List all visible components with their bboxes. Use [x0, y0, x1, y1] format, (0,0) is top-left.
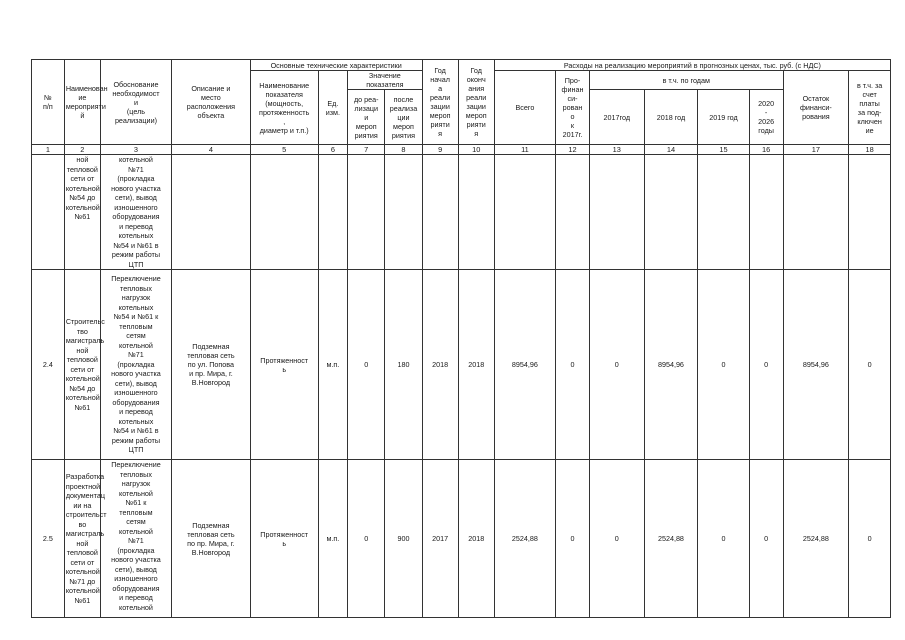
cell-2019: 0	[698, 460, 749, 618]
header-total: Всего	[494, 71, 555, 145]
cell-2020-2026: 0	[749, 460, 783, 618]
header-2019: 2019 год	[698, 90, 749, 145]
cell-2019	[698, 155, 749, 270]
column-number: 4	[172, 145, 251, 155]
column-number: 2	[64, 145, 100, 155]
table-row	[32, 460, 891, 618]
cell-indicator: Протяженност ь	[250, 270, 318, 460]
cell-year-end: 2018	[458, 270, 494, 460]
cell-name: ной тепловой сети от котельной №54 до котельной №61	[64, 155, 100, 270]
cell-after	[385, 155, 422, 270]
cell-fee	[849, 155, 891, 270]
cell-reason: котельной №71 (прокладка нового участка сети), вывод изношенного оборудования и перевод котельных №54 и №61 в режим работы ЦТП	[100, 155, 171, 270]
cell-total	[494, 155, 555, 270]
column-number: 16	[749, 145, 783, 155]
column-number: 3	[100, 145, 171, 155]
table-body	[32, 155, 891, 618]
cell-no	[32, 155, 65, 270]
column-number: 1	[32, 145, 65, 155]
cell-prefinanced: 0	[556, 460, 590, 618]
column-number: 9	[422, 145, 458, 155]
cell-after: 180	[385, 270, 422, 460]
column-number: 13	[589, 145, 644, 155]
header-group-costs: Расходы на реализацию мероприятий в прогнозных ценах, тыс. руб. (с НДС)	[494, 60, 890, 71]
header-unit: Ед. изм.	[318, 71, 348, 145]
investment-table	[31, 59, 891, 618]
column-number: 10	[458, 145, 494, 155]
header-fee: в т.ч. за счет платы за под- ключен ие	[849, 71, 891, 145]
header-after: после реализа ции мероп риятия	[385, 90, 422, 145]
header-remainder: Остаток финанси- рования	[783, 71, 849, 145]
cell-fee: 0	[849, 270, 891, 460]
cell-no: 2.4	[32, 270, 65, 460]
cell-remainder	[783, 155, 849, 270]
cell-unit	[318, 155, 348, 270]
cell-after: 900	[385, 460, 422, 618]
cell-description	[172, 155, 251, 270]
header-year-start: Год начал а реали зации мероп рияти я	[422, 60, 458, 145]
cell-2017	[589, 155, 644, 270]
header-group-value: Значение показателя	[348, 71, 422, 90]
cell-unit: м.п.	[318, 460, 348, 618]
header-2018: 2018 год	[644, 90, 698, 145]
cell-prefinanced	[556, 155, 590, 270]
header-group-years: в т.ч. по годам	[589, 71, 783, 90]
column-number-row	[32, 145, 891, 155]
cell-fee: 0	[849, 460, 891, 618]
cell-indicator: Протяженност ь	[250, 460, 318, 618]
header-year-end: Год оконч ания реали зации мероп рияти я	[458, 60, 494, 145]
cell-remainder: 8954,96	[783, 270, 849, 460]
cell-year-end	[458, 155, 494, 270]
column-number: 17	[783, 145, 849, 155]
cell-2019: 0	[698, 270, 749, 460]
cell-2020-2026: 0	[749, 270, 783, 460]
cell-description: Подземная тепловая сеть по пр. Мира, г. В.Новгород	[172, 460, 251, 618]
cell-2018: 8954,96	[644, 270, 698, 460]
header-description: Описание и место расположения объекта	[172, 60, 251, 145]
header-name: Наименован ие мероприяти й	[64, 60, 100, 145]
cell-2017: 0	[589, 460, 644, 618]
cell-year-start: 2018	[422, 270, 458, 460]
column-number: 5	[250, 145, 318, 155]
cell-year-end: 2018	[458, 460, 494, 618]
cell-total: 2524,88	[494, 460, 555, 618]
cell-reason: Переключение тепловых нагрузок котельных №54 и №61 к тепловым сетям котельной №71 (прокладка нового участка сети), вывод изношенного оборудования и перевод котельных №54 и №61 в режим работы ЦТП	[100, 270, 171, 460]
cell-name: Строительс тво магистраль ной тепловой сети от котельной №54 до котельной №61	[64, 270, 100, 460]
header-before: до реа- лизаци и мероп риятия	[348, 90, 385, 145]
column-number: 15	[698, 145, 749, 155]
cell-unit: м.п.	[318, 270, 348, 460]
header-2020-2026: 2020 - 2026 годы	[749, 90, 783, 145]
cell-year-start: 2017	[422, 460, 458, 618]
column-number: 8	[385, 145, 422, 155]
table-row	[32, 155, 891, 270]
cell-reason: Переключение тепловых нагрузок котельной №61 к тепловым сетям котельной №71 (прокладка нового участка сети), вывод изношенного оборудования и перевод котельной	[100, 460, 171, 618]
cell-2018	[644, 155, 698, 270]
column-number: 11	[494, 145, 555, 155]
cell-name: Разработка проектной документац ии на строительст во магистраль ной тепловой сети от котельной №71 до котельной №61	[64, 460, 100, 618]
cell-prefinanced: 0	[556, 270, 590, 460]
column-number: 12	[556, 145, 590, 155]
table-row	[32, 270, 891, 460]
column-number: 6	[318, 145, 348, 155]
cell-description: Подземная тепловая сеть по ул. Попова и пр. Мира, г. В.Новгород	[172, 270, 251, 460]
header-indicator-name: Наименование показателя (мощность, протяженность , диаметр и т.п.)	[250, 71, 318, 145]
cell-2020-2026	[749, 155, 783, 270]
cell-indicator	[250, 155, 318, 270]
column-number: 14	[644, 145, 698, 155]
column-number: 7	[348, 145, 385, 155]
cell-year-start	[422, 155, 458, 270]
column-number: 18	[849, 145, 891, 155]
cell-before: 0	[348, 270, 385, 460]
header-reason: Обоснование необходимост и (цель реализации)	[100, 60, 171, 145]
cell-before: 0	[348, 460, 385, 618]
cell-total: 8954,96	[494, 270, 555, 460]
cell-2018: 2524,88	[644, 460, 698, 618]
cell-remainder: 2524,88	[783, 460, 849, 618]
header-group-tech: Основные технические характеристики	[250, 60, 422, 71]
cell-2017: 0	[589, 270, 644, 460]
cell-no: 2.5	[32, 460, 65, 618]
header-2017: 2017год	[589, 90, 644, 145]
header-prefinanced: Про- финан си- рован о к 2017г.	[556, 71, 590, 145]
header-no: № п/п	[32, 60, 65, 145]
cell-before	[348, 155, 385, 270]
table-header	[32, 60, 891, 155]
